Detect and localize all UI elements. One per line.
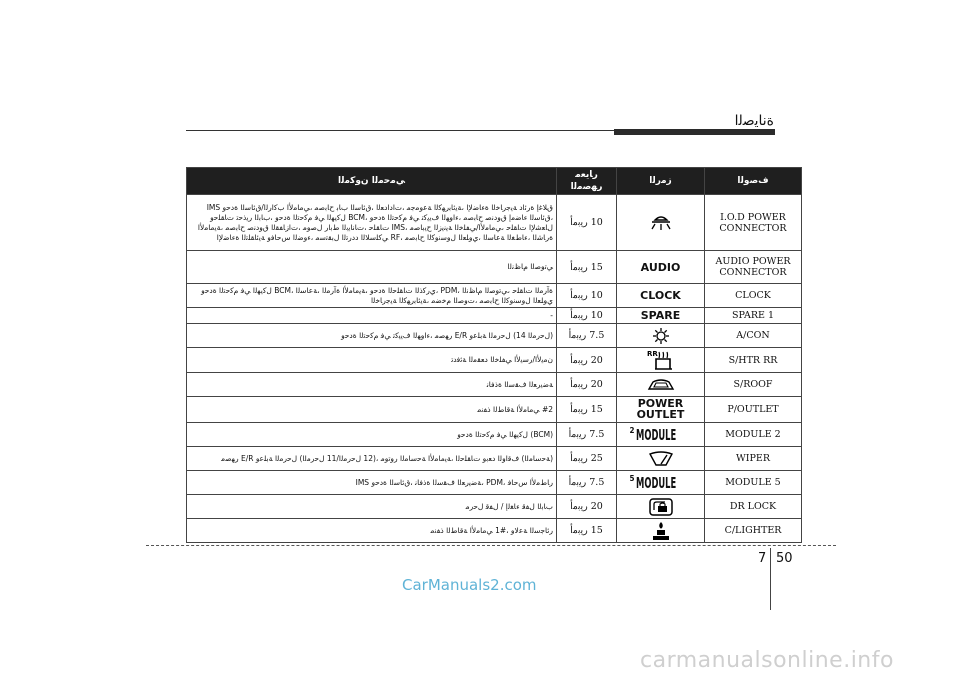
audio-symbol: AUDIO — [640, 260, 681, 274]
rating-cell: 7.5 ﺭﻳﺑﻣﺃ — [557, 324, 617, 348]
component-cell: ﺭﺎﻁﻣﻷﺍ ﺱﺣﺎﻓ ،PDM ،ﺔﺿﻳﺭﻌﻟﺍ ﻑﻘﺳﻟﺍ ﺓﺫﻓﺎﻧ ،ﻕﺋﺎﺳﻟﺍ ﺓﺩﺣﻭ IMS — [187, 471, 557, 495]
table-row — [187, 519, 802, 543]
component-cell: - — [187, 308, 557, 324]
symbol-cell — [617, 251, 705, 284]
rating-cell: 20 ﺭﻳﺑﻣﺃ — [557, 348, 617, 373]
symbol-cell — [617, 324, 705, 348]
rating-cell: 10 ﺭﻳﺑﻣﺃ — [557, 284, 617, 308]
description-cell: WIPER — [705, 447, 802, 471]
page-number: 50 — [776, 551, 793, 566]
description-cell: I.O.D POWER CONNECTOR — [705, 195, 802, 251]
description-cell: MODULE 2 — [705, 423, 802, 447]
description-cell: P/OUTLET — [705, 397, 802, 423]
footer-divider — [146, 545, 836, 546]
sunroof-icon — [647, 377, 675, 393]
col-header-component: ﻲﻣﺣﻣﻟﺍ ﻥﻭﻛﻣﻟﺍ — [187, 168, 557, 195]
power-outlet-symbol: POWER OUTLET — [636, 397, 685, 421]
table-row — [187, 195, 802, 251]
fuse-table — [186, 167, 802, 543]
symbol-cell — [617, 373, 705, 397]
table-row — [187, 495, 802, 519]
table-row — [187, 324, 802, 348]
svg-text:RR: RR — [646, 350, 658, 358]
module-number: 2 — [629, 426, 635, 435]
component-cell: (BCM) ﻝﻛﻳﻬﻟﺍ ﻲﻓ ﻡﻛﺣﺗﻟﺍ ﺓﺩﺣﻭ — [187, 423, 557, 447]
module-word: MODULE — [635, 426, 676, 444]
symbol-cell — [617, 495, 705, 519]
module-2-symbol — [629, 426, 691, 444]
rating-cell: 10 ﺭﻳﺑﻣﺃ — [557, 195, 617, 251]
symbol-cell — [617, 195, 705, 251]
description-cell: C/LIGHTER — [705, 519, 802, 543]
description-cell: S/HTR RR — [705, 348, 802, 373]
rating-cell: 10 ﺭﻳﺑﻣﺃ — [557, 308, 617, 324]
clock-symbol: CLOCK — [640, 289, 681, 302]
component-cell: ﻥﻣﻳﻷﺍ/ﺭﺳﻳﻷﺍ ﻲﻔﻠﺧﻟﺍ ﺩﻌﻘﻣﻟﺍ ﺔﺋﻓﺩﺗ — [187, 348, 557, 373]
symbol-cell — [617, 397, 705, 423]
iod-icon — [648, 215, 674, 231]
symbol-cell — [617, 348, 705, 373]
component-cell: ﺓﺁﺭﻣﻟﺍ ﺕﺎﻘﻠﺣ ،ﻲﺗﻭﺻﻟﺍ ﻡﺎﻅﻧﻟﺍ ،PDM ،ﻱﺭﻛﺫﻟﺍ ﺕﺎﻘﻠﺣﻟﺍ ﺓﺩﺣﻭ ،ﺔﻳﻣﺎﻣﻷﺍ ﺓﺁﺭﻣﻟﺍ ،ﺔﻋﺎﺳﻟﺍ ،BCM ﻝﻛﻳﻬﻟﺍ ﻲﻓ ﻡﻛﺣﺗﻟﺍ ﺓﺩﺣﻭ ﻱﻭﻠﻌﻟﺍ ﻝﻭﺳﻧﻭﻛﻟﺍ ﺡﺎﺑﺻﻣ ،ﺕﻭﺻﻟﺍ ﻡﺧﺿﻣ ،ﺔﻳﺋﺎﺑﺭﻬﻛﻟﺍ ﺔﻳﺟﺭﺎﺧﻟﺍ — [187, 284, 557, 308]
component-cell: ﻕﻼﻏﺇ ﺓﺭﺋﺍﺩ ﺔﻳﺟﺭﺎﺧﻟﺍ ﺓﺀﺎﺿﻹﺍ ،ﺔﻳﺋﺎﺑﺭﻬﻛﻟﺍ ﺔﻋﻭﻣﺟﻣ ،ﺕﺍﺩﺍﺩﻌﻟﺍ ،ﻕﺋﺎﺳﻟﺍ ﺏﺎﺑ ﺡﺎﺑﺻﻣ ،ﻲﻣﺎﻣﻷﺍ ﺏﻛﺍﺭﻟﺍ/ﻕﺋﺎﺳﻟﺍ ﺓﺩﺣﻭ IMS ،ﻕﺋﺎﺳﻟﺍ ﺀﺎﺿﻣﺇ ﻕﻭﺩﻧﺻ ﺡﺎﺑﺻﻣ ،ﺀﺍﻭﻬﻟﺍ ﻑﻳﻳﻛﺗ ﻲﻓ ﻡﻛﺣﺗﻟﺍ ﺓﺩﺣﻭ ،BCM ﻝﻛﻳﻬﻟﺍ ﻲﻓ ﻡﻛﺣﺗﻟﺍ ﺓﺩﺣﻭ ،ﺏﺎﺑﻟﺍ ﺭﻳﺫﺣﺗ ﺕﺎﻘﻠﺣﻭ ﻝﺎﻌﺷﻹﺍ ﺕﺎﻘﻠﺣ ،ﻲﻣﺎﻣﻷﺍ/ﻲﻔﻠﺧﻟﺍ ﺔﻳﻧﻳﺯﻟﺍ ﺡﻳﺑﺎﺻﻣ ،IMS ﺕﺎﻘﻠﺣ ،ﺕﺎﻧﺎﻳﺑﻟﺍ ﻁﺑﺍﺭ ﻝﺻﻭﻣ ،ﺕﺍﺯﺎﻔﻘﻟﺍ ﻕﻭﺩﻧﺻ ﺡﺎﺑﺻﻣ ،ﺔﻳﻣﺎﻣﻷﺍ ﺓﺭﺎﺷﻟﺍ ،ﺀﺎﻁﻐﻟﺍ ﺔﻋﺎﺳﻟﺍ ،ﻱﻭﻠﻌﻟﺍ ﻝﻭﺳﻧﻭﻛﻟﺍ ﺡﺎﺑﺻﻣ ،RF ﻲﻛﻠﺳﻼﻟﺍ ﺩﺩﺭﺗﻟﺍ ﻝﺑﻘﺗﺳﻣ ،ﺀﻭﺿﻟﺍ ﺱﺣﺎﻓﻭ ﺔﻳﺋﺎﻘﻠﺗﻟﺍ ﺓﺀﺎﺿﻹﺍ — [187, 195, 557, 251]
door-lock-icon — [649, 498, 673, 516]
symbol-cell — [617, 471, 705, 495]
table-row — [187, 308, 802, 324]
symbol-cell — [617, 308, 705, 324]
component-cell: ﻲﺗﻭﺻﻟﺍ ﻡﺎﻅﻧﻟﺍ — [187, 251, 557, 284]
symbol-cell — [617, 423, 705, 447]
rating-cell: 15 ﺭﻳﺑﻣﺃ — [557, 397, 617, 423]
rating-cell: 20 ﺭﻳﺑﻣﺃ — [557, 495, 617, 519]
table-row — [187, 251, 802, 284]
wiper-icon — [648, 451, 674, 467]
header-accent-bar — [614, 129, 775, 135]
page-number-separator — [770, 548, 771, 610]
description-cell: SPARE 1 — [705, 308, 802, 324]
module-word: MODULE — [635, 474, 676, 492]
component-cell: (ﻝﺣﺭﻣﻟﺍ 14) ﻝﺣﺭﻣﻟﺍ ﺔﺑﻠﻋﻭ E/R ﺭﻬﺻﻣ ،ﺀﺍﻭﻬﻟﺍ ﻑﻳﻳﻛﺗ ﻲﻓ ﻡﻛﺣﺗﻟﺍ ﺓﺩﺣﻭ — [187, 324, 557, 348]
table-row — [187, 397, 802, 423]
table-header-row — [187, 168, 802, 195]
table-row — [187, 373, 802, 397]
description-cell: DR LOCK — [705, 495, 802, 519]
module-5-symbol — [629, 474, 691, 492]
description-cell: A/CON — [705, 324, 802, 348]
seat-heater-rr-icon — [646, 349, 676, 371]
chapter-number: 7 — [758, 551, 767, 566]
lighter-icon — [651, 521, 671, 541]
rating-cell: 15 ﺭﻳﺑﻣﺃ — [557, 251, 617, 284]
table-row — [187, 348, 802, 373]
table-row — [187, 447, 802, 471]
spare-symbol: SPARE — [640, 309, 681, 322]
symbol-cell — [617, 284, 705, 308]
rating-cell: 25 ﺭﻳﺑﻣﺃ — [557, 447, 617, 471]
acon-icon — [652, 327, 670, 345]
component-cell: ﺭﺋﺎﺟﺳﻟﺍ ﺔﻋﻻﻭ ،#1 ﻲﻣﺎﻣﻷﺍ ﺔﻗﺎﻁﻟﺍ ﺫﻔﻧﻣ — [187, 519, 557, 543]
module-number: 5 — [629, 474, 635, 483]
col-header-description: ﻑﺻﻭﻟﺍ — [705, 168, 802, 195]
rating-cell: 15 ﺭﻳﺑﻣﺃ — [557, 519, 617, 543]
description-cell: AUDIO POWER CONNECTOR — [705, 251, 802, 284]
col-header-rating: ﺭﺎﻳﻌﻣ ﺭﻬﺻﻣﻟﺍ — [557, 168, 617, 195]
watermark-secondary: carmanualsonline.info — [640, 648, 894, 673]
table-row — [187, 471, 802, 495]
component-cell: (ﺔﺣﺳﺎﻣﻟﺍ) ﻑﻗﺍﻭﻟﺍ ﺩﻌﺑﻭ ﺕﺎﻘﻠﺣﻟﺍ ،ﺔﻳﻣﺎﻣﻷﺍ ﺔﺣﺳﺎﻣﻟﺍ ﺭﻭﺗﻭﻣ ،(12 ﻝﺣﺭﻣﻟﺍ/11 ﻝﺣﺭﻣﻟﺍ) ﻝﺣﺭﻣﻟﺍ ﺔﺑﻠﻋﻭ E/R ﺭﻬﺻﻣ — [187, 447, 557, 471]
col-header-symbol: ﺯﻣﺭﻟﺍ — [617, 168, 705, 195]
section-title: ﺓﻧﺎﻳﺻﻟﺍ — [734, 113, 774, 129]
rating-cell: 7.5 ﺭﻳﺑﻣﺃ — [557, 423, 617, 447]
symbol-cell — [617, 447, 705, 471]
table-row — [187, 423, 802, 447]
description-cell: S/ROOF — [705, 373, 802, 397]
rating-cell: 7.5 ﺭﻳﺑﻣﺃ — [557, 471, 617, 495]
component-cell: ﺏﺎﺑﻟﺍ ﻝﻔﻗ ﺀﺎﻐﻟﺇ / ﻝﻔﻗ ﻝﺣﺭﻣ — [187, 495, 557, 519]
watermark-link[interactable]: CarManuals2.com — [402, 576, 537, 594]
description-cell: MODULE 5 — [705, 471, 802, 495]
component-cell: #2 ﻲﻣﺎﻣﻷﺍ ﺔﻗﺎﻁﻟﺍ ﺫﻔﻧﻣ — [187, 397, 557, 423]
component-cell: ﺔﺿﻳﺭﻌﻟﺍ ﻑﻘﺳﻟﺍ ﺓﺫﻓﺎﻧ — [187, 373, 557, 397]
rating-cell: 20 ﺭﻳﺑﻣﺃ — [557, 373, 617, 397]
symbol-cell — [617, 519, 705, 543]
table-row — [187, 284, 802, 308]
description-cell: CLOCK — [705, 284, 802, 308]
